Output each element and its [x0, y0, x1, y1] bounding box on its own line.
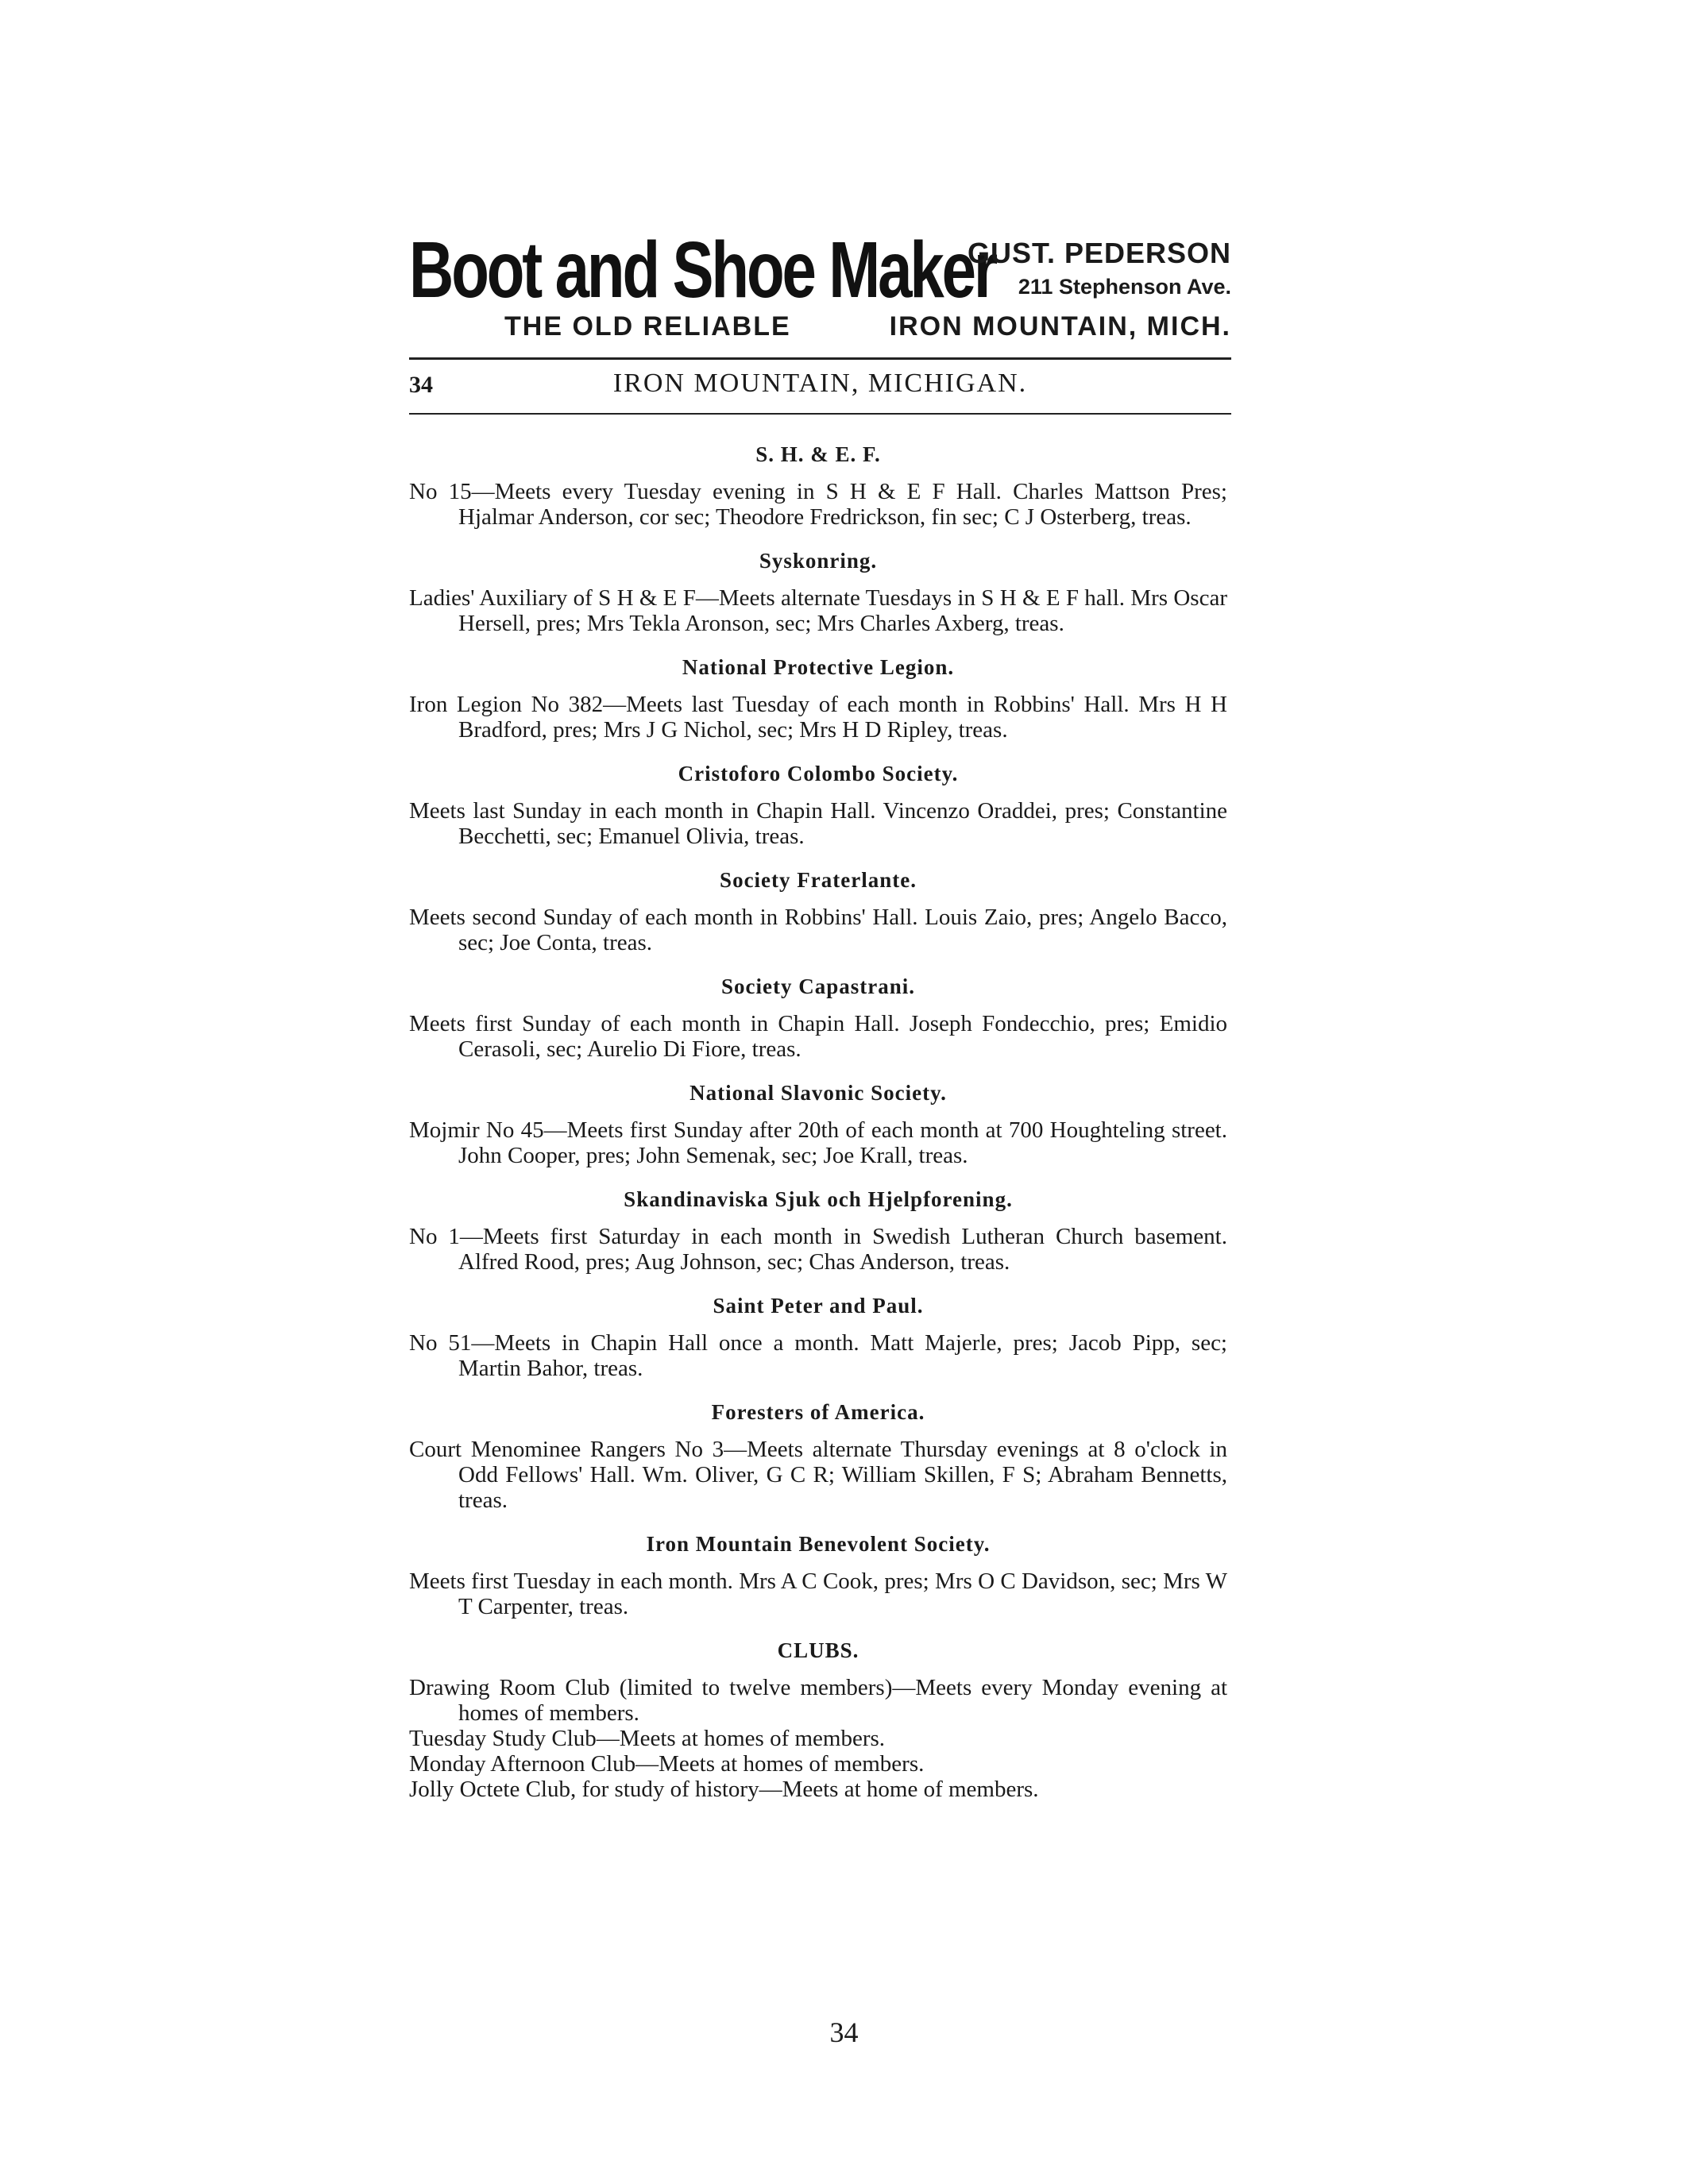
section-heading: National Protective Legion.: [682, 655, 955, 679]
header-divider-bottom: [409, 413, 1231, 415]
section-saint-peter-and-paul: [409, 1292, 1227, 1381]
ad-proprietor-name: GUST. PEDERSON: [967, 237, 1231, 269]
section-entry: Meets first Tuesday in each month. Mrs A C Cook, pres; Mrs O C Davidson, sec; Mrs W T Carpenter, treas.: [409, 1569, 1227, 1619]
running-head: [409, 367, 1231, 407]
section-heading: Society Capastrani.: [721, 974, 915, 998]
section-entry: Meets second Sunday of each month in Robbins' Hall. Louis Zaio, pres; Angelo Bacco, sec; Joe Conta, treas.: [409, 905, 1227, 955]
section-entry: Court Menominee Rangers No 3—Meets alternate Thursday evenings at 8 o'clock in Odd Fellows' Hall. Wm. Oliver, G C R; William Skillen, F S; Abraham Bennetts, treas.: [409, 1437, 1227, 1513]
running-head-page-number: 34: [409, 372, 433, 398]
section-heading: S. H. & E. F.: [755, 442, 881, 466]
section-entry: No 15—Meets every Tuesday evening in S H & E F Hall. Charles Mattson Pres; Hjalmar Anderson, cor sec; Theodore Fredrickson, fin sec; C J Osterberg, treas.: [409, 479, 1227, 530]
section-heading: Society Fraterlante.: [720, 868, 917, 892]
section-national-protective-legion: [409, 654, 1227, 743]
ad-tagline: THE OLD RELIABLE: [504, 311, 791, 341]
footer-page-number: 34: [829, 2016, 859, 2048]
header-divider-top: [409, 357, 1231, 360]
section-clubs: [409, 1637, 1227, 1802]
section-national-slavonic: [409, 1079, 1227, 1168]
section-skandinaviska: [409, 1186, 1227, 1275]
section-heading: Cristoforo Colombo Society.: [678, 762, 959, 785]
ad-title: Boot and Shoe Maker: [409, 226, 996, 314]
directory-content: [409, 441, 1227, 1802]
club-item: Monday Afternoon Club—Meets at homes of members.: [409, 1751, 925, 1777]
club-item: Tuesday Study Club—Meets at homes of members.: [409, 1726, 886, 1751]
section-foresters-of-america: [409, 1399, 1227, 1513]
clubs-heading: CLUBS.: [777, 1638, 859, 1662]
section-sh-ef: [409, 441, 1227, 530]
section-heading: Saint Peter and Paul.: [713, 1294, 924, 1318]
section-benevolent-society: [409, 1530, 1227, 1619]
section-entry: Mojmir No 45—Meets first Sunday after 20th of each month at 700 Houghteling street. John Cooper, pres; John Semenak, sec; Joe Krall, treas.: [409, 1117, 1227, 1168]
section-heading: Skandinaviska Sjuk och Hjelpforening.: [624, 1187, 1013, 1211]
section-entry: No 51—Meets in Chapin Hall once a month. Matt Majerle, pres; Jacob Pipp, sec; Martin Bahor, treas.: [409, 1330, 1227, 1381]
section-entry: Meets last Sunday in each month in Chapin Hall. Vincenzo Oraddei, pres; Constantine Becchetti, sec; Emanuel Olivia, treas.: [409, 798, 1227, 849]
ad-city: IRON MOUNTAIN, MICH.: [889, 311, 1231, 341]
section-heading: Syskonring.: [759, 549, 878, 573]
section-entry: No 1—Meets first Saturday in each month in Swedish Lutheran Church basement. Alfred Rood, pres; Aug Johnson, sec; Chas Anderson, treas.: [409, 1224, 1227, 1275]
section-entry: Meets first Sunday of each month in Chapin Hall. Joseph Fondecchio, pres; Emidio Cerasoli, sec; Aurelio Di Fiore, treas.: [409, 1011, 1227, 1062]
section-entry: Ladies' Auxiliary of S H & E F—Meets alternate Tuesdays in S H & E F hall. Mrs Oscar Hersell, pres; Mrs Tekla Aronson, sec; Mrs Charles Axberg, treas.: [409, 585, 1227, 636]
ad-address: 211 Stephenson Ave.: [1018, 275, 1231, 299]
running-head-title: IRON MOUNTAIN, MICHIGAN.: [612, 369, 1028, 398]
club-item: Jolly Octete Club, for study of history—Meets at home of members.: [409, 1777, 1039, 1802]
advertisement: [409, 226, 1231, 349]
section-society-fraterlante: [409, 866, 1227, 955]
section-society-capastrani: [409, 973, 1227, 1062]
section-heading: National Slavonic Society.: [689, 1081, 947, 1105]
section-cristoforo-colombo: [409, 760, 1227, 849]
section-heading: Foresters of America.: [711, 1400, 925, 1424]
section-syskonring: [409, 547, 1227, 636]
section-heading: Iron Mountain Benevolent Society.: [646, 1532, 991, 1556]
club-item: Drawing Room Club (limited to twelve members)—Meets every Monday evening at homes of members.: [409, 1675, 1227, 1726]
section-entry: Iron Legion No 382—Meets last Tuesday of each month in Robbins' Hall. Mrs H H Bradford, pres; Mrs J G Nichol, sec; Mrs H D Ripley, treas.: [409, 692, 1227, 743]
